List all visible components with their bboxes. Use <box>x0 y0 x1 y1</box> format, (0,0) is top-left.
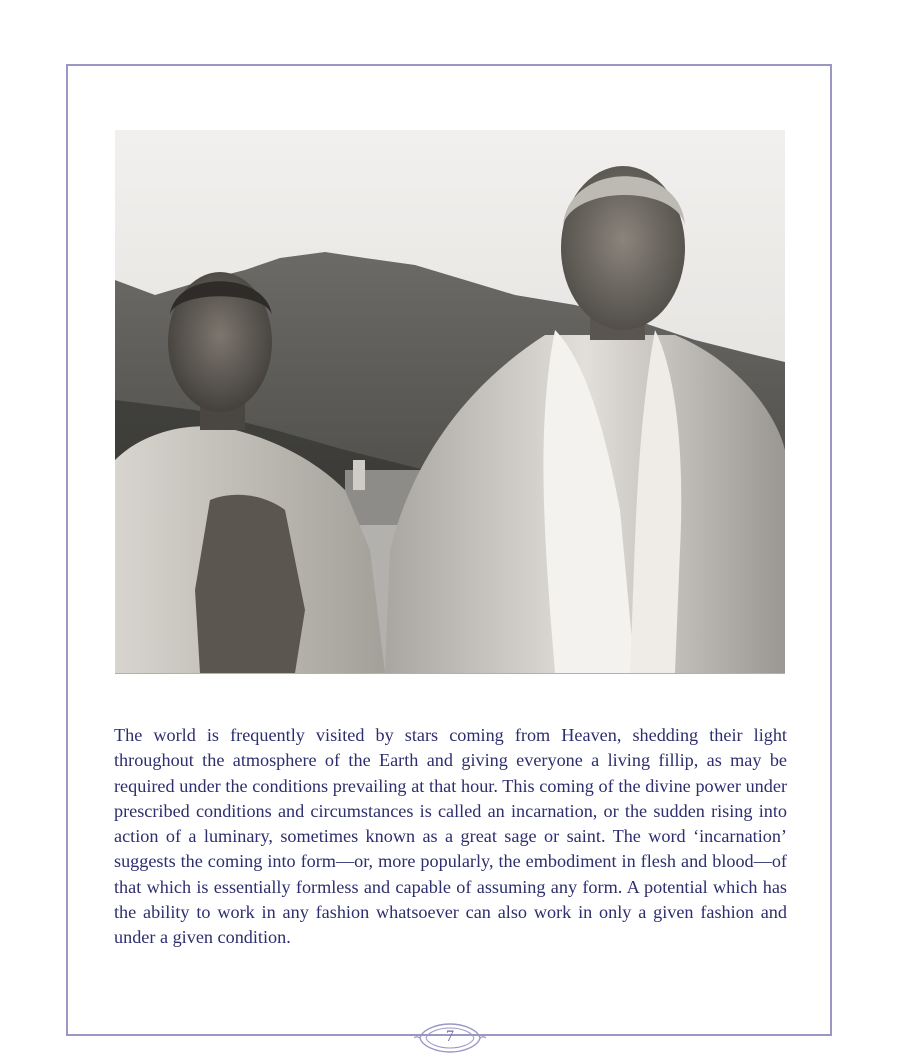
page-number-ornament <box>414 1020 486 1056</box>
photograph <box>115 130 785 674</box>
page-number: 7 <box>446 1028 454 1045</box>
photograph-illustration <box>115 130 785 673</box>
body-paragraph: The world is frequently visited by stars coming from Heaven, shedding their light throughout the atmosphere of the Earth and giving everyone a living fillip, as may be required under the conditions prevailing at that hour. This coming of the divine power under prescribed conditions and circumstances is called an incarnation, or the sudden rising into action of a luminary, sometimes known as a great sage or saint. The word ‘incarnation’ suggests the coming into form—or, more popularly, the embodiment in flesh and blood—of that which is essentially formless and capable of assuming any form. A potential which has the ability to work in any fashion whatsoever can also work in only a given fashion and under a given condition. <box>114 725 787 948</box>
